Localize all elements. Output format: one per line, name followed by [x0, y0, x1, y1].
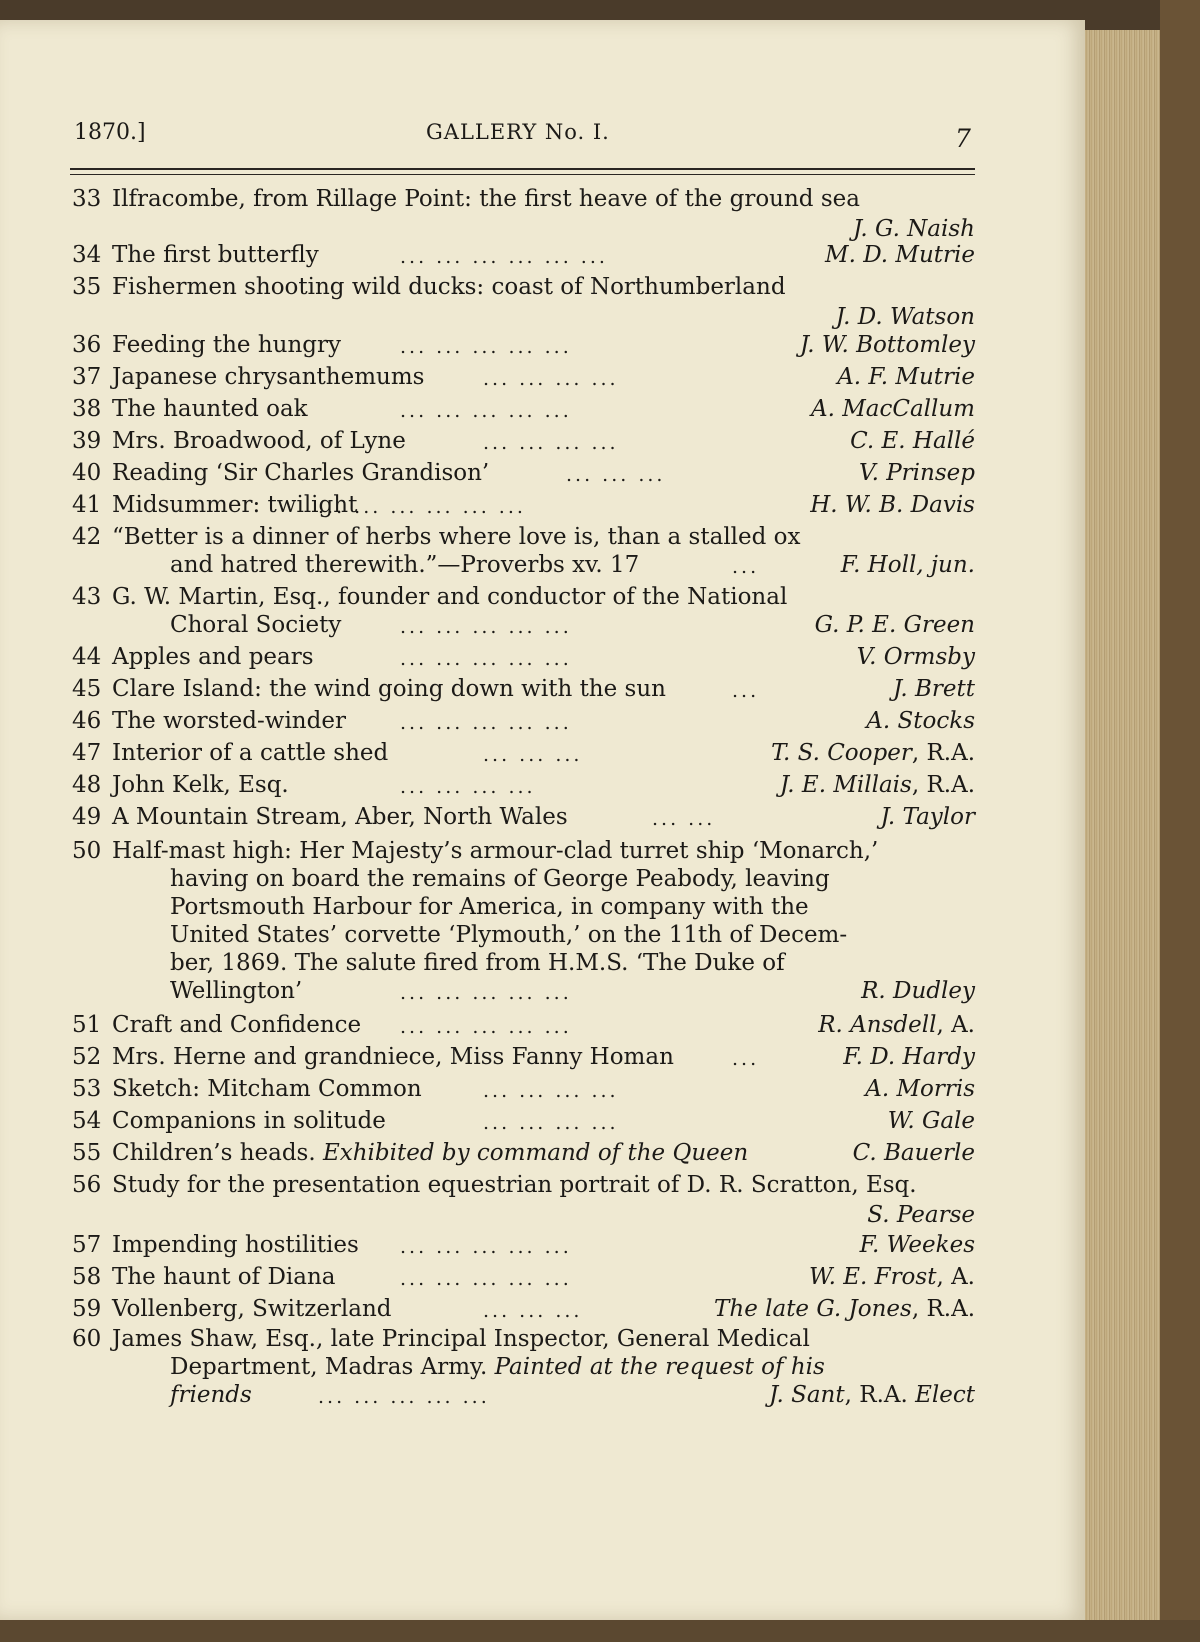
entry-artist: The late G. Jones [714, 1296, 912, 1322]
entry-title: Reading ‘Sir Charles Grandison’ [112, 460, 490, 486]
leader-dots: ... ... ... ... ... [400, 1268, 572, 1290]
entry-number: 48 [72, 772, 102, 798]
leader-dots: ... ... ... ... [483, 1112, 619, 1134]
entry-title-continued: having on board the remains of George Peabody, leaving [170, 866, 830, 892]
entry-artist-credit [809, 1264, 975, 1290]
entry-artist: J. Brett [892, 676, 975, 702]
entry-artist: H. W. B. Davis [810, 492, 975, 518]
entry-title-continued: Portsmouth Harbour for America, in company with the [170, 894, 809, 920]
leader-dots: ... ... [652, 808, 716, 830]
page-number: 7 [955, 124, 971, 153]
leader-dots: ... ... ... ... ... [400, 1236, 572, 1258]
entry-title: The worsted-winder [112, 708, 346, 734]
leader-dots: ... ... ... ... [483, 1080, 619, 1102]
entry-title: Fishermen shooting wild ducks: coast of Northumberland [112, 274, 786, 300]
book-cover-edge [1160, 0, 1200, 1642]
entry-artist: J. Sant [769, 1382, 845, 1408]
entry-artist: A. Stocks [866, 708, 975, 734]
entry-title: Japanese chrysanthemums [112, 364, 425, 390]
entry-title: The haunt of Diana [112, 1264, 336, 1290]
entry-number: 38 [72, 396, 102, 422]
entry-title: Apples and pears [112, 644, 314, 670]
entry-title: John Kelk, Esq. [112, 772, 289, 798]
entry-artist-suffix: , A. [936, 1264, 975, 1290]
entry-title: A Mountain Stream, Aber, North Wales [112, 804, 568, 830]
entry-number: 37 [72, 364, 102, 390]
leader-dots: ... ... ... [566, 464, 666, 486]
entry-title: Interior of a cattle shed [112, 740, 389, 766]
leader-dots: ... ... ... ... [400, 776, 536, 798]
header-gallery-title: GALLERY No. I. [426, 120, 610, 144]
leader-dots: ... [732, 556, 760, 578]
entry-artist-suffix: , R.A. [911, 740, 975, 766]
leader-dots: ... ... ... [483, 744, 583, 766]
page-header [0, 20, 1085, 160]
entry-number: 54 [72, 1108, 102, 1134]
leader-dots: ... ... ... ... ... [318, 1386, 490, 1408]
entry-artist: W. E. Frost [808, 1264, 937, 1290]
entry-title: Craft and Confidence [112, 1012, 362, 1038]
entry-number: 34 [72, 242, 102, 268]
entry-artist: A. MacCallum [810, 396, 975, 422]
entry-number: 50 [72, 838, 102, 864]
entry-title: Ilfracombe, from Rillage Point: the first heave of the ground sea [112, 186, 860, 212]
entry-number: 46 [72, 708, 102, 734]
entry-number: 33 [72, 186, 102, 212]
book-cover-bottom [0, 1620, 1200, 1642]
entry-title: The haunted oak [112, 396, 308, 422]
entry-artist: J. W. Bottomley [799, 332, 975, 358]
entry-number: 52 [72, 1044, 102, 1070]
entry-number: 39 [72, 428, 102, 454]
entry-artist-suffix: , R.A. [911, 772, 975, 798]
entry-title: Vollenberg, Switzerland [112, 1296, 392, 1322]
entry-artist-credit [769, 1382, 975, 1408]
entry-number: 40 [72, 460, 102, 486]
page-fore-edge [1085, 30, 1160, 1620]
entry-number: 43 [72, 584, 102, 610]
leader-dots: ... ... ... ... ... [400, 616, 572, 638]
entry-number: 56 [72, 1172, 102, 1198]
entry-artist: F. Holl, jun. [840, 552, 975, 578]
entry-artist: F. D. Hardy [843, 1044, 975, 1070]
entry-title: G. W. Martin, Esq., founder and conductor of the National [112, 584, 788, 610]
header-rule-thin [70, 174, 975, 175]
entry-artist: J. G. Naish [852, 216, 975, 242]
entry-artist: V. Prinsep [859, 460, 975, 486]
entry-title [112, 1140, 748, 1166]
entry-title: The first butterfly [112, 242, 319, 268]
entry-number: 49 [72, 804, 102, 830]
leader-dots: ... ... ... ... ... [400, 648, 572, 670]
entry-artist-suffix: , A. [936, 1012, 975, 1038]
entry-artist: J. Taylor [880, 804, 975, 830]
entry-title: Midsummer: twilight [112, 492, 358, 518]
entry-number: 57 [72, 1232, 102, 1258]
entry-artist-credit [771, 740, 975, 766]
entry-number: 51 [72, 1012, 102, 1038]
leader-dots: ... [732, 680, 760, 702]
entry-artist-credit [818, 1012, 975, 1038]
entry-artist: T. S. Cooper [771, 740, 912, 766]
entry-artist: J. D. Watson [835, 304, 975, 330]
entry-number: 47 [72, 740, 102, 766]
entry-title-continued: Wellington’ [170, 978, 303, 1004]
entry-number: 58 [72, 1264, 102, 1290]
entry-number: 35 [72, 274, 102, 300]
leader-dots: ... ... ... ... ... [400, 982, 572, 1004]
leader-dots: ... [732, 1048, 760, 1070]
entry-title-text: Children’s heads. [112, 1140, 316, 1166]
entry-title: Study for the presentation equestrian portrait of D. R. Scratton, Esq. [112, 1172, 917, 1198]
entry-title: Sketch: Mitcham Common [112, 1076, 422, 1102]
entry-artist: M. D. Mutrie [825, 242, 975, 268]
entry-title: Impending hostilities [112, 1232, 359, 1258]
entry-artist-suffix: , R.A. [911, 1296, 975, 1322]
header-rule-thick [70, 168, 975, 170]
entry-artist: J. E. Millais [779, 772, 912, 798]
entry-number: 59 [72, 1296, 102, 1322]
entry-artist: S. Pearse [867, 1202, 975, 1228]
entry-title: Companions in solitude [112, 1108, 386, 1134]
entry-artist: R. Ansdell [818, 1012, 937, 1038]
entry-artist: G. P. E. Green [814, 612, 975, 638]
entry-artist-suffix-italic: Elect [907, 1382, 975, 1408]
header-year: 1870.] [74, 120, 146, 145]
entry-title-continued: ber, 1869. The salute fired from H.M.S. ‘The Duke of [170, 950, 785, 976]
entry-artist: C. Bauerle [852, 1140, 975, 1166]
entry-title-continued: Choral Society [170, 612, 342, 638]
leader-dots: ... ... ... ... ... ... [318, 496, 526, 518]
entry-title-text: Department, Madras Army. [170, 1354, 488, 1380]
entry-artist: A. F. Mutrie [837, 364, 975, 390]
catalogue-page [0, 20, 1085, 1620]
entry-title: James Shaw, Esq., late Principal Inspector, General Medical [112, 1326, 810, 1352]
entry-artist-credit [780, 772, 975, 798]
entry-artist: W. Gale [887, 1108, 975, 1134]
entry-title: Mrs. Herne and grandniece, Miss Fanny Homan [112, 1044, 674, 1070]
entry-artist-suffix: , R.A. [844, 1382, 908, 1408]
leader-dots: ... ... ... [483, 1300, 583, 1322]
leader-dots: ... ... ... ... [483, 432, 619, 454]
leader-dots: ... ... ... ... ... [400, 1016, 572, 1038]
leader-dots: ... ... ... ... ... [400, 712, 572, 734]
entry-title-continued: friends [170, 1382, 252, 1408]
entry-number: 45 [72, 676, 102, 702]
entry-title-note: Painted at the request of his [494, 1354, 825, 1380]
entry-number: 44 [72, 644, 102, 670]
entry-artist-credit [714, 1296, 975, 1322]
entry-title: “Better is a dinner of herbs where love is, than a stalled ox [112, 524, 801, 550]
entry-title: Clare Island: the wind going down with the sun [112, 676, 666, 702]
entry-number: 41 [72, 492, 102, 518]
entry-number: 42 [72, 524, 102, 550]
entry-title-note: Exhibited by command of the Queen [322, 1140, 749, 1166]
entry-number: 36 [72, 332, 102, 358]
leader-dots: ... ... ... ... [483, 368, 619, 390]
entry-number: 60 [72, 1326, 102, 1352]
entry-title: Feeding the hungry [112, 332, 341, 358]
leader-dots: ... ... ... ... ... [400, 400, 572, 422]
entry-artist: C. E. Hallé [850, 428, 975, 454]
entry-title: Half-mast high: Her Majesty’s armour-clad turret ship ‘Monarch,’ [112, 838, 879, 864]
entry-number: 55 [72, 1140, 102, 1166]
entry-title-continued [170, 1354, 825, 1380]
leader-dots: ... ... ... ... ... ... [400, 246, 608, 268]
entry-title: Mrs. Broadwood, of Lyne [112, 428, 406, 454]
entry-title-continued: and hatred therewith.”—Proverbs xv. 17 [170, 552, 640, 578]
entry-artist: F. Weekes [859, 1232, 975, 1258]
leader-dots: ... ... ... ... ... [400, 336, 572, 358]
entry-artist: V. Ormsby [856, 644, 975, 670]
entry-artist: A. Morris [865, 1076, 975, 1102]
entry-artist: R. Dudley [861, 978, 975, 1004]
entry-number: 53 [72, 1076, 102, 1102]
entry-title-continued: United States’ corvette ‘Plymouth,’ on the 11th of Decem- [170, 922, 848, 948]
